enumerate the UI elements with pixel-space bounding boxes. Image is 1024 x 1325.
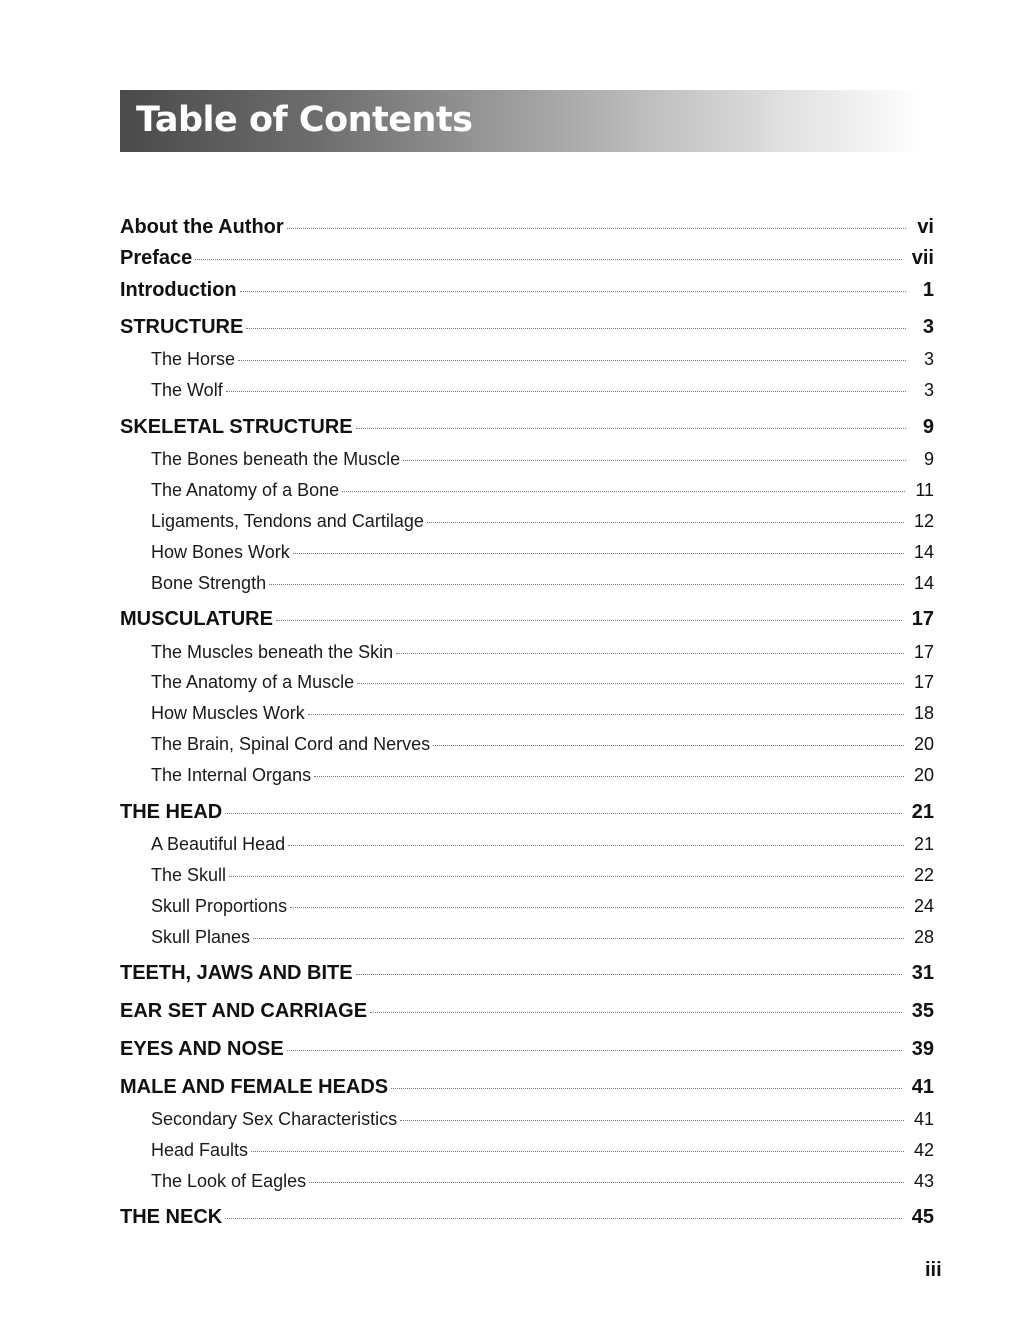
toc-subentry[interactable] (120, 734, 934, 760)
dot-leader (309, 1182, 904, 1183)
toc-entry-title: SKELETAL STRUCTURE (120, 416, 353, 438)
dot-leader (342, 491, 905, 492)
toc-subentry[interactable] (120, 927, 934, 953)
toc-subentry-page: 28 (913, 927, 934, 947)
toc-entry-page: vii (911, 247, 934, 269)
toc-entry-title: THE HEAD (120, 801, 223, 823)
toc-subentry-title: The Brain, Spinal Cord and Nerves (151, 734, 431, 754)
dot-leader (391, 1088, 902, 1089)
toc-subentry-title: A Beautiful Head (151, 834, 286, 854)
toc-entry-title: TEETH, JAWS AND BITE (120, 962, 353, 984)
toc-subentry[interactable] (120, 672, 934, 698)
toc-subentry[interactable] (120, 480, 934, 506)
toc-entry-page: vi (917, 216, 934, 238)
toc-subentry-page: 17 (913, 672, 934, 692)
dot-leader (251, 1151, 904, 1152)
toc-subentry-title: Head Faults (151, 1140, 249, 1160)
dot-leader (356, 428, 906, 429)
dot-leader (225, 813, 902, 814)
toc-entry-title: Preface (120, 247, 193, 269)
toc-entry-title: Introduction (120, 279, 237, 301)
page-title: Table of Contents (136, 100, 473, 140)
toc-subentry-title: Secondary Sex Characteristics (151, 1109, 398, 1129)
toc-subentry[interactable] (120, 1171, 934, 1197)
dot-leader (287, 1050, 902, 1051)
toc-subentry-title: The Horse (151, 349, 236, 369)
dot-leader (396, 653, 904, 654)
toc-subentry[interactable] (120, 834, 934, 860)
toc-subentry-page: 43 (913, 1171, 934, 1191)
toc-entry[interactable] (120, 416, 934, 444)
toc-subentry-page: 3 (923, 349, 934, 369)
toc-subentry[interactable] (120, 511, 934, 537)
toc-subentry[interactable] (120, 865, 934, 891)
toc-subentry-title: The Look of Eagles (151, 1171, 307, 1191)
toc-subentry-page: 11 (915, 480, 934, 500)
dot-leader (370, 1012, 902, 1013)
dot-leader (240, 291, 906, 292)
toc-subentry-page: 42 (913, 1140, 934, 1160)
toc-subentry[interactable] (120, 449, 934, 475)
toc-subentry[interactable] (120, 1140, 934, 1166)
dot-leader (246, 328, 906, 329)
toc-subentry-title: How Muscles Work (151, 703, 305, 723)
toc-entry-title: MALE AND FEMALE HEADS (120, 1076, 389, 1098)
toc-subentry-page: 14 (913, 573, 934, 593)
toc-subentry[interactable] (120, 349, 934, 375)
dot-leader (314, 776, 904, 777)
dot-leader (253, 938, 904, 939)
toc-entry-title: STRUCTURE (120, 316, 244, 338)
toc-subentry[interactable] (120, 573, 934, 599)
toc-subentry-page: 24 (913, 896, 934, 916)
toc-subentry-page: 17 (913, 642, 934, 662)
toc-subentry-title: The Bones beneath the Muscle (151, 449, 401, 469)
toc-subentry-page: 20 (913, 765, 934, 785)
dot-leader (400, 1120, 904, 1121)
toc-subentry-page: 12 (913, 511, 934, 531)
toc-subentry-page: 9 (923, 449, 934, 469)
dot-leader (356, 974, 902, 975)
dot-leader (195, 259, 901, 260)
toc-subentry-page: 20 (913, 734, 934, 754)
toc-entry-page: 45 (911, 1206, 934, 1228)
toc-entry-title: EYES AND NOSE (120, 1038, 284, 1060)
toc-entry-page: 35 (911, 1000, 934, 1022)
dot-leader (357, 683, 904, 684)
toc-subentry-page: 14 (913, 542, 934, 562)
table-of-contents (120, 0, 934, 1325)
toc-subentry-title: The Anatomy of a Muscle (151, 672, 355, 692)
toc-subentry-title: Skull Proportions (151, 896, 288, 916)
toc-entry-page: 1 (922, 279, 934, 301)
toc-subentry[interactable] (120, 703, 934, 729)
toc-subentry-title: Ligaments, Tendons and Cartilage (151, 511, 424, 531)
dot-leader (288, 845, 904, 846)
toc-subentry-title: The Muscles beneath the Skin (151, 642, 394, 662)
toc-subentry-page: 3 (923, 380, 934, 400)
dot-leader (427, 522, 904, 523)
toc-entry-page: 3 (922, 316, 934, 338)
toc-entry[interactable] (120, 1000, 934, 1028)
toc-subentry-page: 21 (913, 834, 934, 854)
toc-entry[interactable] (120, 316, 934, 344)
toc-subentry-title: The Anatomy of a Bone (151, 480, 340, 500)
toc-entry-title: THE NECK (120, 1206, 223, 1228)
toc-subentry-title: How Bones Work (151, 542, 290, 562)
toc-subentry-title: Skull Planes (151, 927, 251, 947)
toc-entry[interactable] (120, 962, 934, 990)
toc-entry[interactable] (120, 216, 934, 244)
toc-subentry[interactable] (120, 765, 934, 791)
toc-entry[interactable] (120, 1206, 934, 1234)
toc-subentry-title: The Internal Organs (151, 765, 312, 785)
toc-subentry[interactable] (120, 542, 934, 568)
toc-entry[interactable] (120, 279, 934, 307)
toc-entry[interactable] (120, 1038, 934, 1066)
toc-entry-page: 31 (911, 962, 934, 984)
toc-subentry-title: The Wolf (151, 380, 223, 400)
dot-leader (276, 620, 902, 621)
toc-entry-page: 17 (911, 608, 934, 630)
dot-leader (433, 745, 904, 746)
toc-subentry-page: 22 (913, 865, 934, 885)
toc-subentry-title: Bone Strength (151, 573, 267, 593)
toc-subentry[interactable] (120, 896, 934, 922)
toc-subentry[interactable] (120, 380, 934, 406)
toc-subentry-title: The Skull (151, 865, 227, 885)
dot-leader (229, 876, 904, 877)
toc-subentry-page: 18 (913, 703, 934, 723)
dot-leader (293, 553, 904, 554)
toc-subentry[interactable] (120, 1109, 934, 1135)
toc-entry[interactable] (120, 608, 934, 636)
toc-entry-page: 39 (911, 1038, 934, 1060)
toc-entry-title: About the Author (120, 216, 284, 238)
dot-leader (308, 714, 904, 715)
dot-leader (269, 584, 904, 585)
dot-leader (226, 391, 906, 392)
dot-leader (225, 1218, 902, 1219)
dot-leader (238, 360, 906, 361)
toc-entry[interactable] (120, 1076, 934, 1104)
toc-subentry[interactable] (120, 642, 934, 668)
toc-entry[interactable] (120, 247, 934, 275)
dot-leader (287, 228, 906, 229)
dot-leader (403, 460, 906, 461)
page-number: iii (925, 1259, 942, 1281)
toc-entry-page: 41 (911, 1076, 934, 1098)
toc-entry-page: 21 (911, 801, 934, 823)
toc-subentry-page: 41 (913, 1109, 934, 1129)
toc-entry[interactable] (120, 801, 934, 829)
toc-entry-title: EAR SET AND CARRIAGE (120, 1000, 368, 1022)
toc-entry-title: MUSCULATURE (120, 608, 273, 630)
dot-leader (290, 907, 904, 908)
toc-entry-page: 9 (922, 416, 934, 438)
